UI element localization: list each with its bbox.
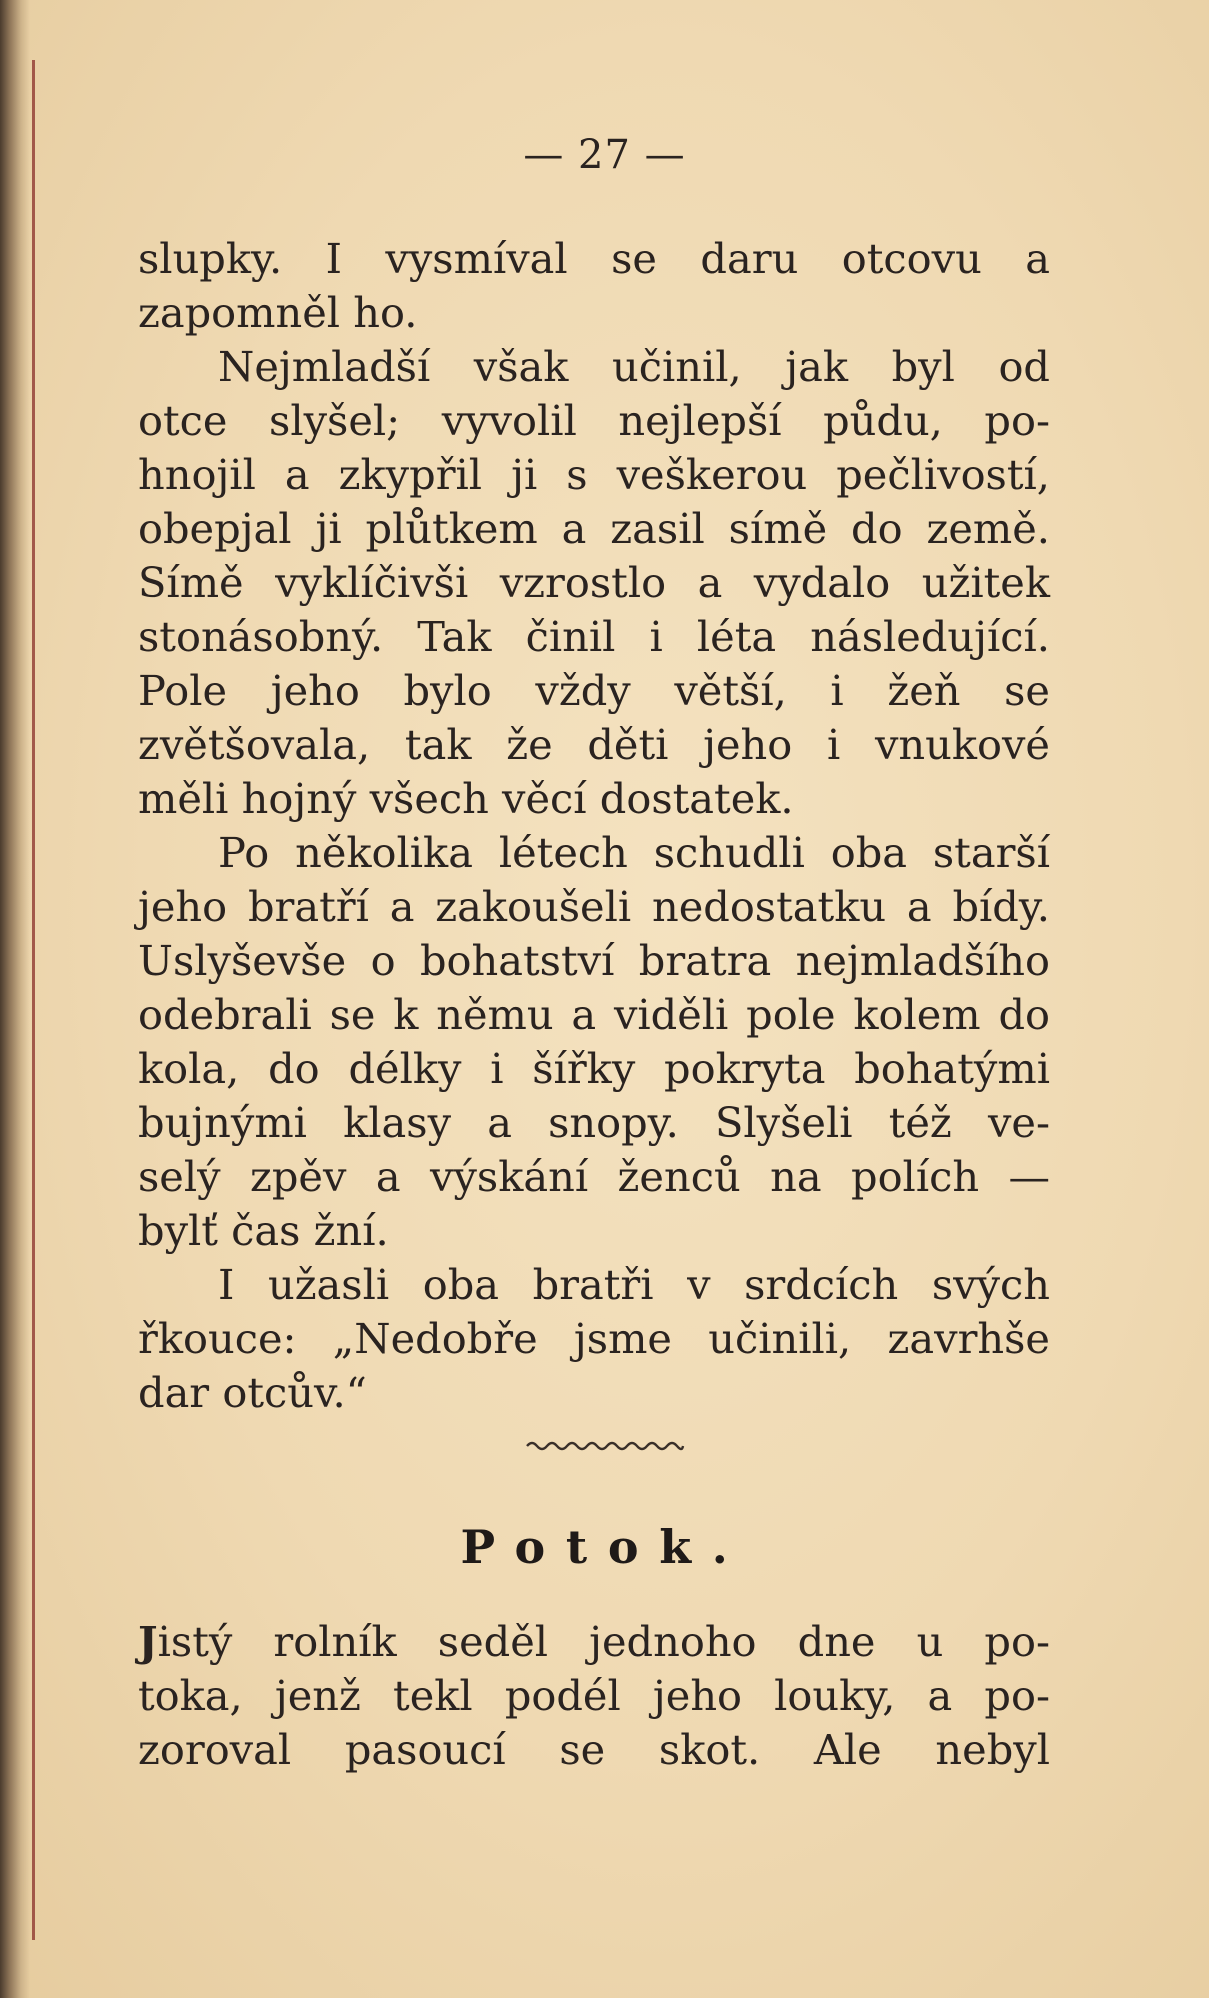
text-line: hnojil a zkypřil ji s veškerou pečlivostí, — [138, 450, 1050, 499]
text-line: odebrali se k němu a viděli pole kolem do — [138, 990, 1050, 1039]
text-line: dar otcův.“ — [138, 1368, 367, 1417]
text-line: jeho bratří a zakoušeli nedostatku a bídy. — [138, 882, 1050, 931]
text-line-first — [138, 1615, 1050, 1669]
text-line: Po několika létech schudli oba starší — [218, 828, 1050, 877]
text-line: bylť čas žní. — [138, 1206, 389, 1255]
paragraph-block-2 — [138, 1615, 1050, 1777]
text-line: kola, do délky i šířky pokryta bohatými — [138, 1044, 1050, 1093]
text-line: zapomněl ho. — [138, 288, 418, 337]
text-line-rest: istý rolník seděl jednoho dne u po- — [157, 1617, 1050, 1666]
text-line: otce slyšel; vyvolil nejlepší půdu, po- — [138, 396, 1050, 445]
text-line: slupky. I vysmíval se daru otcovu a — [138, 234, 1050, 283]
section-heading: Potok. — [460, 1520, 749, 1574]
text-line: toka, jenž tekl podél jeho louky, a po- — [138, 1671, 1050, 1720]
paragraph-block-1 — [138, 232, 1050, 1420]
text-line: obepjal ji plůtkem a zasil símě do země. — [138, 504, 1050, 553]
text-line: Nejmladší však učinil, jak byl od — [218, 342, 1050, 391]
text-line: Uslyševše o bohatství bratra nejmladšího — [138, 936, 1050, 985]
text-line: zvětšovala, tak že děti jeho i vnukové — [138, 720, 1050, 769]
text-line: stonásobný. Tak činil i léta následující. — [138, 612, 1050, 661]
section-divider-ornament — [0, 1438, 1209, 1457]
text-line: řkouce: „Nedobře jsme učinili, zavrhše — [138, 1314, 1050, 1363]
drop-cap: J — [138, 1617, 158, 1666]
page-binding-shadow — [0, 0, 30, 1998]
wavy-line-icon — [525, 1439, 685, 1453]
text-line: I užasli oba bratři v srdcích svých — [218, 1260, 1050, 1309]
text-line: bujnými klasy a snopy. Slyšeli též ve- — [138, 1098, 1050, 1147]
page-number: — 27 — — [523, 132, 686, 178]
text-line: Pole jeho bylo vždy větší, i žeň se — [138, 666, 1050, 715]
text-line: Símě vyklíčivši vzrostlo a vydalo užitek — [138, 558, 1050, 607]
binding-thread — [32, 60, 35, 1940]
text-line: měli hojný všech věcí dostatek. — [138, 774, 794, 823]
text-line: selý zpěv a výskání ženců na polích — — [138, 1152, 1050, 1201]
text-line: zoroval pasoucí se skot. Ale nebyl — [138, 1725, 1050, 1774]
